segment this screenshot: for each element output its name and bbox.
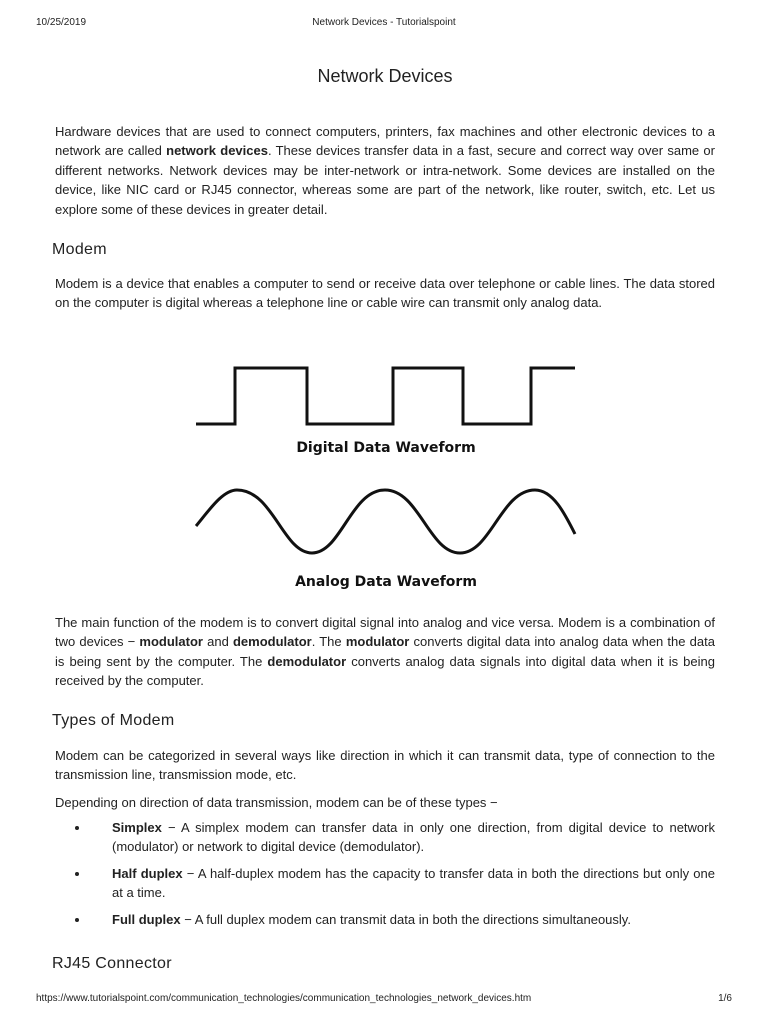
- modulator-term: modulator: [139, 634, 203, 650]
- intro-paragraph: [55, 122, 715, 219]
- print-footer-url: https://www.tutorialspoint.com/communication_technologies/communication_technologies_network_devices.htm: [36, 993, 532, 1004]
- analog-waveform-caption: Analog Data Waveform: [295, 574, 477, 590]
- list-item: [55, 910, 715, 929]
- modem-paragraph-2: [55, 613, 715, 691]
- demodulator-term-2: demodulator: [267, 653, 347, 669]
- digital-waveform: [195, 362, 577, 442]
- intro-text-2: . These devices transfer data in a fast, secure and correct way over same or different networks. Network devices may be inter-network or intra-network. Some devices are installed on the device, like NIC card or RJ45 connector, whereas some are part of the network, like router, switch, etc. Let us explore some of these devices in greater detail.: [55, 143, 715, 217]
- intro-text-1: Hardware devices that are used to connect computers, printers, fax machines and other electronic devices to a network are called: [55, 124, 715, 159]
- list-item-term: Full duplex: [112, 911, 181, 927]
- types-paragraph-2: Depending on direction of data transmission, modem can be of these types −: [55, 795, 498, 810]
- modem-p2-text-1: The main function of the modem is to convert digital signal into analog and vice versa. Modem is a combination of two devices −: [55, 615, 715, 650]
- bullet-icon: [75, 826, 79, 830]
- print-footer-page-number: 1/6: [718, 993, 732, 1004]
- list-item-term: Simplex: [112, 820, 162, 835]
- page-title: Network Devices: [317, 66, 453, 86]
- modem-p2-text-2: and: [202, 634, 233, 650]
- digital-waveform-caption: Digital Data Waveform: [296, 440, 476, 456]
- list-item: [55, 818, 715, 857]
- types-paragraph-1: Modem can be categorized in several ways like direction in which it can transmit data, type of connection to the transmission line, transmission mode, etc.: [55, 748, 715, 783]
- analog-waveform: [195, 484, 577, 564]
- list-item-term: Half duplex: [112, 865, 183, 881]
- types-of-modem-heading: Types of Modem: [52, 712, 175, 729]
- modem-heading: Modem: [52, 241, 107, 258]
- modem-p2-text-3: . The: [311, 634, 346, 650]
- print-header-title: Network Devices - Tutorialspoint: [312, 17, 456, 28]
- modem-p2-text-5: converts analog data signals into digital data when it is being received by the computer.: [55, 653, 715, 689]
- print-header-date: 10/25/2019: [36, 17, 87, 28]
- list-item-text: − A half-duplex modem has the capacity to transfer data in both the directions but only one at a time.: [112, 865, 715, 901]
- list-item-text: − A full duplex modem can transmit data in both the directions simultaneously.: [180, 911, 631, 927]
- list-item-text: − A simplex modem can transfer data in only one direction, from digital device to network (modulator) or network to digital device (demodulator).: [112, 820, 715, 855]
- bullet-icon: [75, 872, 79, 876]
- modulator-term-2: modulator: [345, 634, 410, 650]
- rj45-heading: RJ45 Connector: [52, 955, 172, 972]
- modem-paragraph-1: Modem is a device that enables a computer to send or receive data over telephone or cable lines. The data stored on the computer is digital whereas a telephone line or cable wire can transmit only analog data.: [55, 276, 715, 311]
- list-item: [55, 864, 715, 903]
- demodulator-term: demodulator: [232, 634, 312, 650]
- modem-p2-text-4: converts digital data into analog data when the data is being sent by the computer. The: [55, 634, 715, 669]
- intro-bold-term: network devices: [166, 143, 268, 159]
- modem-types-list: [55, 818, 715, 929]
- bullet-icon: [75, 918, 79, 922]
